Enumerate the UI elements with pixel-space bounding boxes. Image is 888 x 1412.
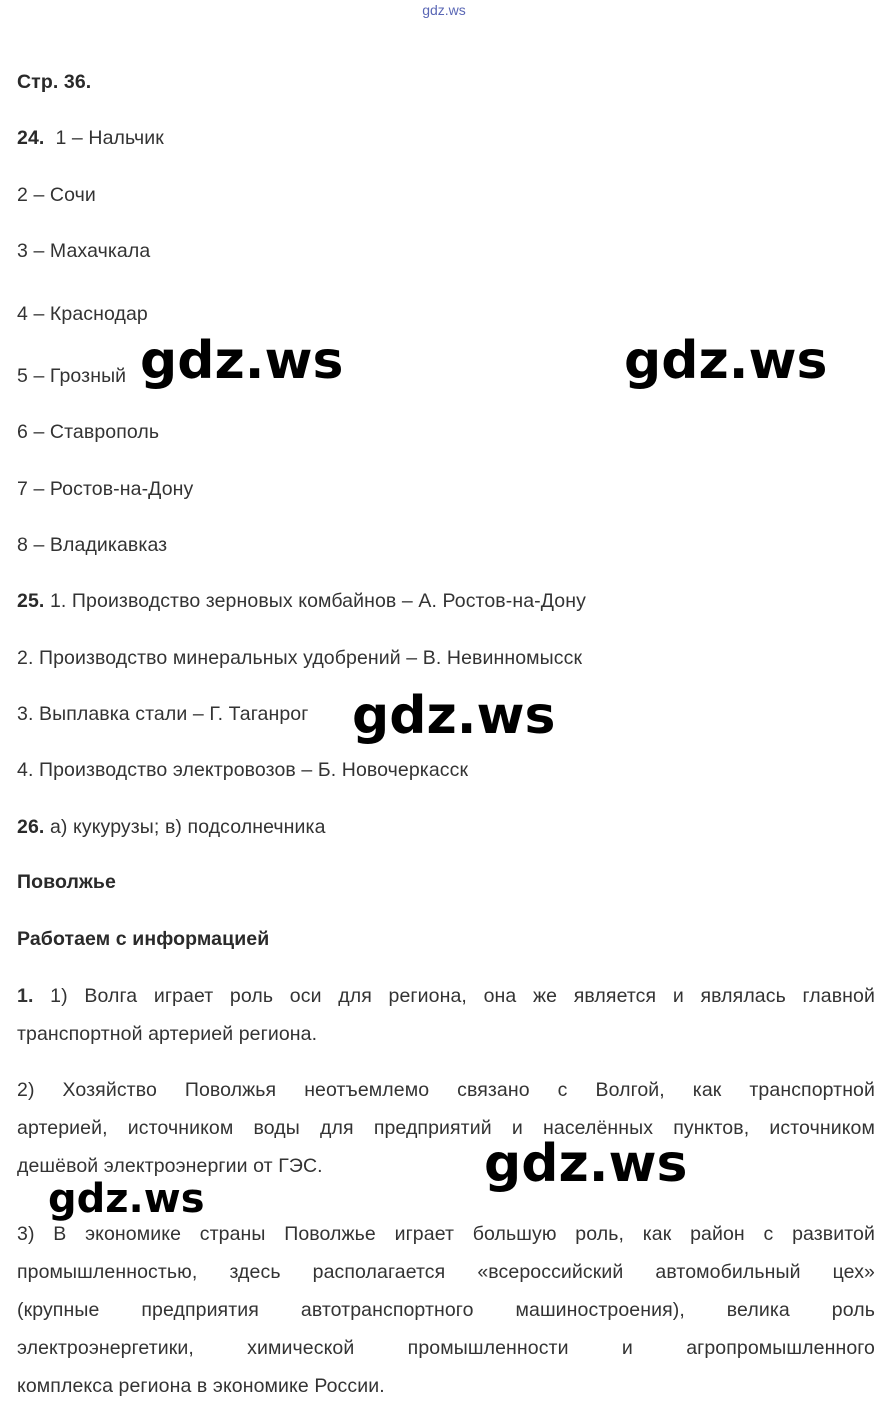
task-26-line bbox=[17, 814, 326, 840]
task-25-item-4: 4. Производство электровозов – Б. Новочеркасск bbox=[17, 759, 469, 781]
answer-1-p2-line-1: 2) Хозяйство Поволжья неотъемлемо связано с Волгой, как транспортной bbox=[17, 1079, 875, 1101]
answer-1-p2-line-2: артерией, источником воды для предприятий и населённых пунктов, источником bbox=[17, 1117, 875, 1139]
page-reference: Стр. 36. bbox=[17, 71, 92, 93]
watermark-4: gdz.ws bbox=[484, 1134, 688, 1194]
answer-1-p1-line-1 bbox=[17, 983, 875, 1021]
answer-1-p2-line-3: дешёвой электроэнергии от ГЭС. bbox=[17, 1155, 323, 1177]
site-mark: gdz.ws bbox=[422, 2, 466, 18]
watermark-5: gdz.ws bbox=[48, 1176, 205, 1222]
answer-1-p3-line-3: (крупные предприятия автотранспортного машиностроения), велика роль bbox=[17, 1299, 875, 1321]
task-25-item-1: 1. Производство зерновых комбайнов – А. Ростов-на-Дону bbox=[49, 590, 586, 612]
task-24-item-2: 2 – Сочи bbox=[17, 184, 96, 206]
answer-1-p3-line-5: комплекса региона в экономике России. bbox=[17, 1375, 385, 1397]
task-24-first-line bbox=[17, 125, 164, 151]
task-26-text: а) кукурузы; в) подсолнечника bbox=[49, 816, 326, 838]
task-25-item-3: 3. Выплавка стали – Г. Таганрог bbox=[17, 703, 309, 725]
answer-1-paragraph-1 bbox=[17, 983, 875, 1059]
watermark-2: gdz.ws bbox=[624, 331, 828, 391]
answer-1-p1-line-2: транспортной артерией региона. bbox=[17, 1023, 318, 1045]
answer-1-paragraph-2 bbox=[17, 1077, 875, 1194]
answer-1-paragraph-3 bbox=[17, 1221, 875, 1411]
task-24-number: 24. bbox=[17, 127, 45, 149]
task-26-number: 26. bbox=[17, 816, 45, 838]
answer-1-p3-line-4: электроэнергетики, химической промышленности и агропромышленного bbox=[17, 1337, 875, 1359]
task-24-item-6: 6 – Ставрополь bbox=[17, 421, 160, 443]
task-24-item-1: 1 – Нальчик bbox=[55, 127, 164, 149]
answer-1-p3-line-2: промышленностью, здесь располагается «всероссийский автомобильный цех» bbox=[17, 1261, 875, 1283]
task-24-item-8: 8 – Владикавказ bbox=[17, 534, 168, 556]
watermark-3: gdz.ws bbox=[352, 686, 556, 746]
task-25-first-line bbox=[17, 588, 586, 614]
task-25-item-2: 2. Производство минеральных удобрений – В. Невинномысск bbox=[17, 647, 583, 669]
task-24-item-7: 7 – Ростов-на-Дону bbox=[17, 478, 194, 500]
task-24-item-4: 4 – Краснодар bbox=[17, 303, 148, 325]
task-24-item-5: 5 – Грозный bbox=[17, 365, 127, 387]
answer-1-p1-text-1: 1) Волга играет роль оси для региона, она же является и являлась главной bbox=[50, 985, 875, 1007]
task-24-item-3: 3 – Махачкала bbox=[17, 240, 151, 262]
answer-1-number: 1. bbox=[17, 985, 34, 1007]
section-subtitle: Работаем с информацией bbox=[17, 928, 270, 950]
watermark-1: gdz.ws bbox=[140, 331, 344, 391]
task-25-number: 25. bbox=[17, 590, 45, 612]
answer-1-p3-line-1: 3) В экономике страны Поволжье играет большую роль, как район с развитой bbox=[17, 1223, 875, 1245]
section-title: Поволжье bbox=[17, 871, 116, 893]
